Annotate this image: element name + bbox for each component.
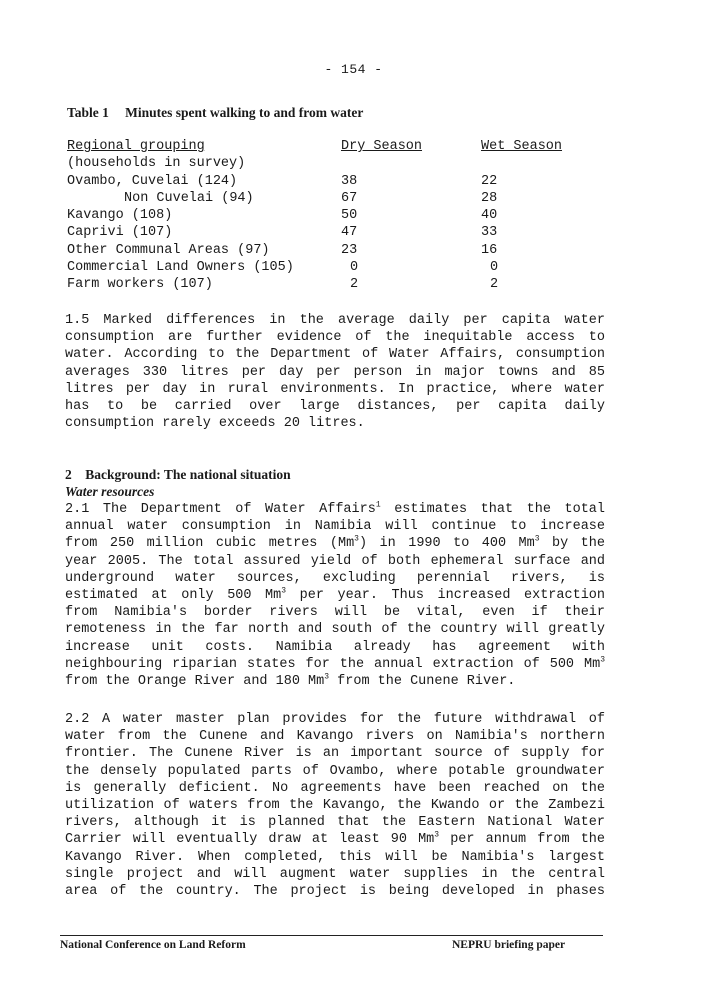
text-line: 2.1 The Department of Water Affairs$^1$ estimates that the total: [65, 500, 605, 517]
text-line: consumption rarely exceeds 20 litres.: [65, 416, 365, 432]
text-line: single project and will augment water supplies in the central: [65, 866, 605, 882]
row-label: Commercial Land Owners (105): [67, 260, 294, 276]
paragraph-2-1: [65, 501, 605, 690]
text-line: has to be carried over large distances, per capita daily: [65, 399, 605, 415]
row-dry: 0: [350, 260, 359, 276]
text-line: water. According to the Department of Water Affairs, consumption: [65, 347, 605, 363]
text-line: from the Orange River and 180 Mm$^3$ from the Cunene River.: [65, 672, 516, 690]
text-line: is generally deficient. No agreements have been reached on the: [65, 780, 605, 796]
text-line: Carrier will eventually draw at least 90 Mm$^3$ per annum from the: [65, 830, 605, 848]
text-line: area of the country. The project is being developed in phases: [65, 884, 605, 900]
row-label: Caprivi (107): [67, 225, 173, 241]
row-dry: 50: [341, 208, 358, 224]
text-line: Kavango River. When completed, this will be Namibia's largest: [65, 849, 605, 865]
row-label: Other Communal Areas (97): [67, 242, 270, 258]
header-dry-season: Dry Season: [341, 139, 423, 154]
header-regional-grouping: Regional grouping: [67, 139, 205, 154]
row-dry: 47: [341, 225, 358, 241]
header-households: (households in survey): [67, 156, 246, 172]
sub-heading: Water resources: [65, 484, 155, 499]
table-title: [67, 105, 363, 122]
text-line: 1.5 Marked differences in the average daily per capita water: [65, 313, 605, 328]
text-line: rivers, although it is planned that the Eastern National Water: [65, 815, 605, 831]
text-line: increase unit costs. Namibia already has agreement with: [65, 639, 605, 655]
text-line: utilization of waters from the Kavango, the Kwando or the Zambezi: [65, 798, 605, 814]
row-wet: 22: [481, 173, 498, 189]
paragraph-1-5: [65, 312, 605, 432]
text-line: from 250 million cubic metres (Mm$^3$) in 1990 to 400 Mm$^3$ by the: [65, 534, 605, 552]
text-line: estimated at only 500 Mm$^3$ per year. Thus increased extraction: [65, 586, 605, 604]
row-label: Ovambo, Cuvelai (124): [67, 173, 238, 189]
row-wet: 40: [481, 208, 498, 224]
text-line: water from the Cunene and Kavango rivers on Namibia's northern: [65, 729, 605, 745]
text-line: year 2005. The total assured yield of both ephemeral surface and: [65, 553, 605, 569]
text-line: neighbouring riparian states for the annual extraction of 500 Mm$^3$: [65, 655, 605, 672]
row-wet: 0: [490, 260, 499, 276]
text-line: averages 330 litres per day per person in major towns and 85: [65, 364, 605, 380]
row-label: Farm workers (107): [67, 277, 213, 293]
row-dry: 67: [341, 190, 358, 206]
row-wet: 28: [481, 190, 498, 206]
section-heading: 2 Background: The national situation: [65, 467, 291, 482]
table-title-label: Table 1: [67, 105, 109, 120]
text-line: remoteness in the far north and south of the country will greatly: [65, 622, 605, 638]
header-wet-season: Wet Season: [481, 139, 563, 154]
row-dry: 38: [341, 173, 358, 189]
paragraph-2-2: [65, 711, 605, 900]
page-number: - 154 -: [324, 62, 383, 77]
text-line: from Namibia's border rivers will be vital, even if their: [65, 605, 605, 621]
text-line: frontier. The Cunene River is an important source of supply for: [65, 746, 605, 762]
footer-divider: [60, 935, 603, 936]
row-label: Non Cuvelai (94): [124, 190, 254, 206]
row-label: Kavango (108): [67, 208, 173, 224]
text-line: consumption are further evidence of the inequitable access to: [65, 330, 605, 346]
footer-briefing: NEPRU briefing paper: [452, 939, 566, 951]
row-wet: 2: [490, 277, 499, 293]
text-line: annual water consumption in Namibia will continue to increase: [65, 519, 605, 535]
row-dry: 2: [350, 277, 359, 293]
row-wet: 33: [481, 225, 498, 241]
footer-conference: National Conference on Land Reform: [60, 939, 246, 951]
text-line: 2.2 A water master plan provides for the future withdrawal of: [65, 712, 605, 727]
text-line: litres per day in rural environments. In practice, where water: [65, 381, 605, 397]
row-dry: 23: [341, 242, 358, 258]
text-line: underground water sources, excluding perennial rivers, is: [65, 570, 605, 586]
table-title-text: Minutes spent walking to and from water: [125, 105, 364, 120]
text-line: the densely populated parts of Ovambo, where potable groundwater: [65, 763, 605, 779]
row-wet: 16: [481, 242, 498, 258]
